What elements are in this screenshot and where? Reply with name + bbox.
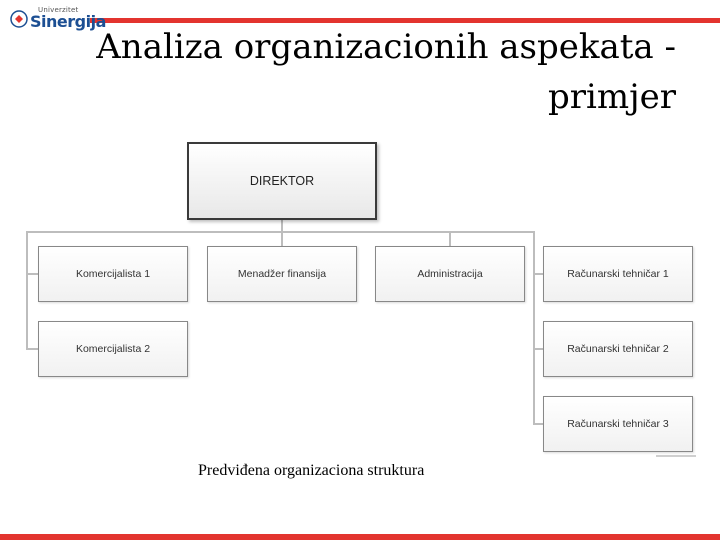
connector-to-tehnicar-3 [533, 423, 543, 425]
org-box-administracija: Administracija [375, 246, 525, 302]
org-box-tehnicar-1: Računarski tehničar 1 [543, 246, 693, 302]
logo-subtitle: Univerzitet [38, 6, 79, 14]
slide-title: Analiza organizacionih aspekata - primjer [96, 27, 676, 117]
figure-caption: Predviđena organizaciona struktura [198, 462, 425, 479]
org-box-komercijalista-1: Komercijalista 1 [38, 246, 188, 302]
connector-to-tehnicar-2 [533, 348, 543, 350]
connector-to-administracija [449, 231, 451, 246]
org-box-tehnicar-3: Računarski tehničar 3 [543, 396, 693, 452]
org-box-komercijalista-2: Komercijalista 2 [38, 321, 188, 377]
org-box-menadzer-finansija: Menadžer finansija [207, 246, 357, 302]
connector-right-vertical [533, 231, 535, 425]
connector-to-menadzer [281, 231, 283, 246]
bottom-accent-bar [0, 534, 720, 540]
connector-to-komercijalista-2 [26, 348, 38, 350]
logo-name: Sinergija [30, 12, 106, 31]
connector-to-tehnicar-1 [533, 273, 543, 275]
watermark-line [656, 455, 696, 457]
connector-to-komercijalista-1 [26, 273, 38, 275]
org-box-director: DIREKTOR [187, 142, 377, 220]
connector-left-vertical [26, 231, 28, 350]
org-box-tehnicar-2: Računarski tehničar 2 [543, 321, 693, 377]
